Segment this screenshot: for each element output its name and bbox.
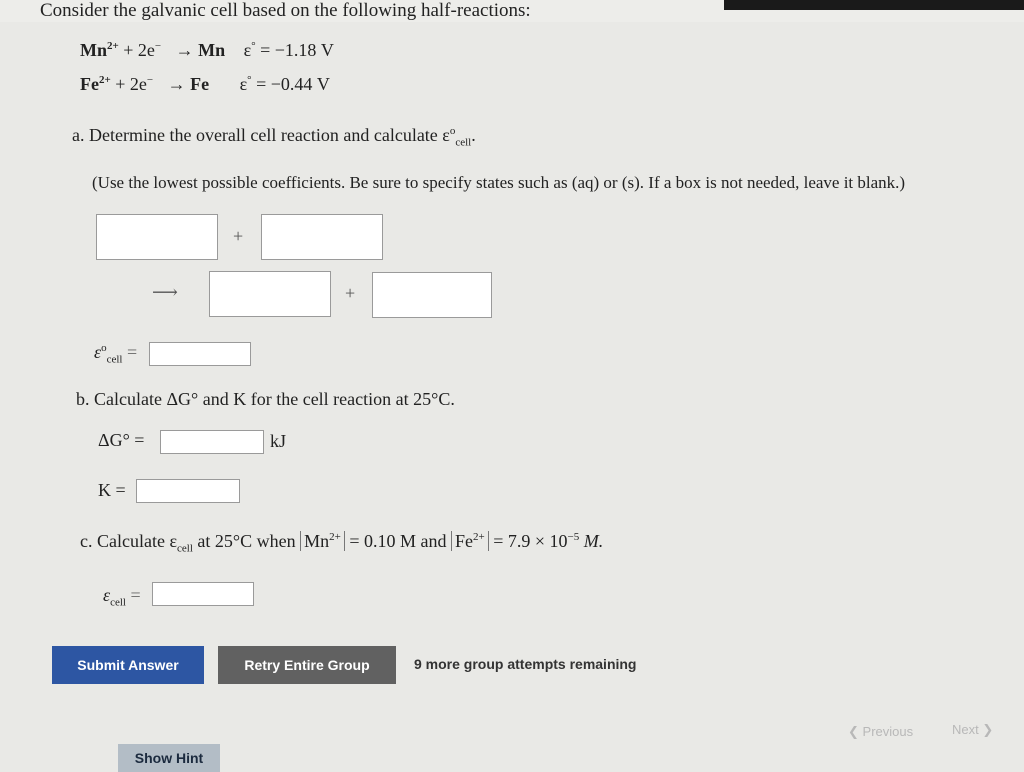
ecell-standard-label: $\varepsilon^o_{cell}$ = [94, 342, 138, 366]
part-a-label: a. Determine the overall cell reaction and calculate $\varepsilon^o_{cell}$. [72, 125, 476, 149]
chevron-right-icon: ❯ [982, 722, 994, 737]
product-2-input[interactable] [372, 272, 492, 318]
question-title: Consider the galvanic cell based on the following half-reactions: [40, 0, 531, 21]
reaction-arrow: ⟶ [152, 282, 178, 302]
reactant-2-input[interactable] [261, 214, 383, 260]
attempts-remaining: 9 more group attempts remaining [414, 656, 637, 672]
delta-g-label: ΔG° = [98, 430, 145, 450]
half-reaction-fe: $Fe^{2+} + 2e^- \to Fe$ ε° = −0.44 V [80, 74, 330, 94]
show-hint-button[interactable]: Show Hint [118, 744, 220, 772]
top-bar-dark-edge [724, 0, 1024, 10]
next-link[interactable]: Next ❯ [952, 722, 994, 737]
delta-g-input[interactable] [160, 430, 264, 454]
part-b-label: b. Calculate ΔG° and K for the cell reaction at 25°C. [76, 389, 455, 409]
delta-g-unit: kJ [270, 431, 287, 451]
submit-answer-button[interactable]: Submit Answer [52, 646, 204, 684]
ecell-standard-input[interactable] [149, 342, 251, 366]
ecell-label: $\varepsilon_{cell}$ = [103, 585, 141, 609]
part-c-label: c. Calculate $\varepsilon_{cell}$ at 25°C when $Mn^{2+} = 0.10$ M and $Fe^{2+} = 7.9 \times 10^{-5}$ M. [80, 531, 604, 555]
product-plus-sign: + [345, 283, 356, 303]
chevron-left-icon: ❮ [848, 724, 859, 739]
half-reaction-mn: $Mn^{2+} + 2e^- \to Mn$ ε° = −1.18 V [80, 40, 334, 60]
k-label: K = [98, 480, 126, 500]
part-a-instruction: (Use the lowest possible coefficients. Be sure to specify states such as (aq) or (s). If a box is not needed, leave it blank.) [92, 173, 906, 192]
retry-group-button[interactable]: Retry Entire Group [218, 646, 396, 684]
k-input[interactable] [136, 479, 240, 503]
reactant-1-input[interactable] [96, 214, 218, 260]
reactant-plus-sign: + [233, 226, 244, 246]
ecell-input[interactable] [152, 582, 254, 606]
previous-link[interactable]: ❮ Previous [848, 724, 914, 739]
product-1-input[interactable] [209, 271, 331, 317]
